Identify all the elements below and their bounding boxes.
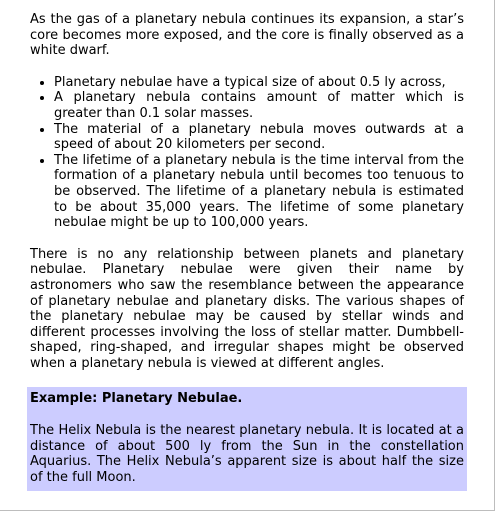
list-item: • The lifetime of a planetary nebula is the time interval from the formation of a planetary nebula until becomes too tenuous to be observed. The lifetime of a planetary nebula is estimated to be about 35,000 years. The lifetime of some planetary nebulae might be up to 100,000 years. xyxy=(54,153,464,231)
list-item: • Planetary nebulae have a typical size of about 0.5 ly across, xyxy=(54,75,464,91)
example-title: Example: Planetary Nebulae. xyxy=(30,391,243,407)
list-item: • The material of a planetary nebula moves outwards at a speed of about 20 kilometers per second. xyxy=(54,122,464,153)
facts-list xyxy=(30,75,464,231)
example-body: The Helix Nebula is the nearest planetary nebula. It is located at a distance of about 500 ly from the Sun in the constellation Aquarius. The Helix Nebula’s apparent size is about half the size of the full Moon. xyxy=(30,423,464,485)
relationship-paragraph: There is no any relationship between planets and planetary nebulae. Planetary nebulae were given their name by astronomers who saw the resemblance between the appearance of planetary nebulae and planetary disks. The various shapes of the planetary nebulae may be caused by stellar winds and different processes involving the loss of stellar matter. Dumbbell-shaped, ring-shaped, and irregular shapes might be observed when a planetary nebula is viewed at different angles. xyxy=(30,246,464,371)
document-body xyxy=(30,12,464,491)
example-box xyxy=(27,387,467,491)
intro-paragraph: As the gas of a planetary nebula continues its expansion, a star’s core becomes more exposed, and the core is finally observed as a white dwarf. xyxy=(30,12,464,59)
list-item: • A planetary nebula contains amount of matter which is greater than 0.1 solar masses. xyxy=(54,90,464,121)
